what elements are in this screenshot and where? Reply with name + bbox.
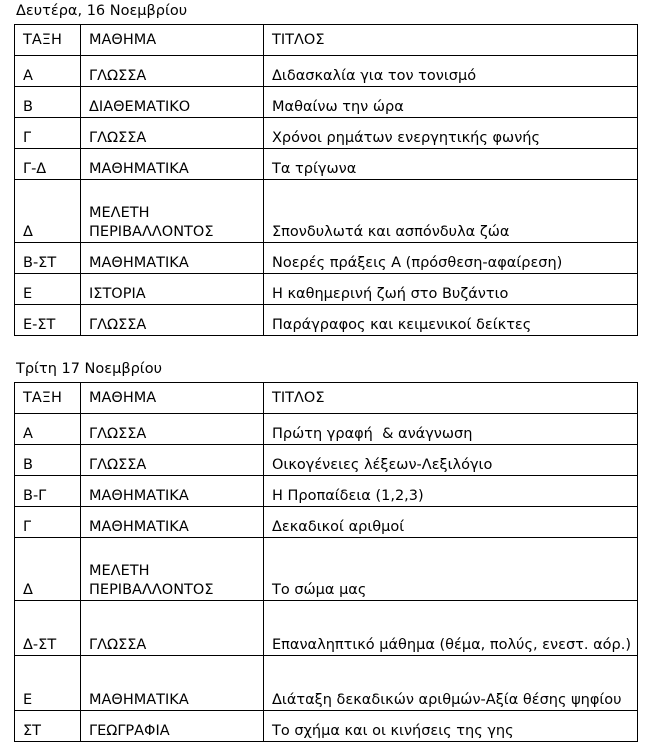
cell-class: Β — [15, 445, 81, 476]
table-row — [15, 601, 638, 656]
section-spacer — [0, 336, 647, 358]
cell-class: Α — [15, 414, 81, 445]
table-header-row — [15, 383, 638, 414]
cell-subject: ΓΛΩΣΣΑ — [81, 118, 264, 149]
cell-title: Πρώτη γραφή & ανάγνωση — [264, 414, 638, 445]
table-row — [15, 445, 638, 476]
cell-title: Η καθημερινή ζωή στο Βυζάντιο — [264, 274, 638, 305]
table-body-monday — [15, 25, 638, 336]
cell-class: Β — [15, 87, 81, 118]
table-body-tuesday — [15, 383, 638, 742]
cell-subject: ΜΕΛΕΤΗ ΠΕΡΙΒΑΛΛΟΝΤΟΣ — [81, 180, 264, 243]
column-header-subject: ΜΑΘΗΜΑ — [81, 383, 264, 414]
cell-title: Το σχήμα και οι κινήσεις της γης — [264, 711, 638, 742]
lesson-table-monday — [14, 24, 638, 336]
cell-class: Γ — [15, 507, 81, 538]
cell-class: Β-ΣΤ — [15, 243, 81, 274]
day-block-tuesday — [0, 358, 647, 742]
cell-title: Μαθαίνω την ώρα — [264, 87, 638, 118]
table-row — [15, 87, 638, 118]
cell-title: Σπονδυλωτά και ασπόνδυλα ζώα — [264, 180, 638, 243]
cell-class: Δ — [15, 538, 81, 601]
column-header-class: ΤΑΞΗ — [15, 25, 81, 56]
cell-class: ΣΤ — [15, 711, 81, 742]
day-heading-monday: Δευτέρα, 16 Νοεμβρίου — [16, 3, 188, 19]
cell-title: Η Προπαίδεια (1,2,3) — [264, 476, 638, 507]
cell-title: Δεκαδικοί αριθμοί — [264, 507, 638, 538]
cell-class: Γ — [15, 118, 81, 149]
cell-title: Χρόνοι ρημάτων ενεργητικής φωνής — [264, 118, 638, 149]
table-row — [15, 507, 638, 538]
table-row — [15, 180, 638, 243]
column-header-title: ΤΙΤΛΟΣ — [264, 383, 638, 414]
column-header-subject: ΜΑΘΗΜΑ — [81, 25, 264, 56]
table-header-row — [15, 25, 638, 56]
cell-title: Επαναληπτικό μάθημα (θέμα, πολύς, ενεστ. αόρ.) — [264, 601, 638, 656]
day-heading-tuesday: Τρίτη 17 Νοεμβρίου — [16, 361, 162, 377]
table-row — [15, 149, 638, 180]
cell-subject: ΜΑΘΗΜΑΤΙΚΑ — [81, 476, 264, 507]
cell-subject: ΜΑΘΗΜΑΤΙΚΑ — [81, 149, 264, 180]
table-row — [15, 656, 638, 711]
cell-subject: ΓΛΩΣΣΑ — [81, 445, 264, 476]
lesson-table-tuesday — [14, 382, 638, 742]
table-row — [15, 711, 638, 742]
cell-class: Δ-ΣΤ — [15, 601, 81, 656]
cell-class: Ε — [15, 656, 81, 711]
table-row — [15, 56, 638, 87]
cell-title: Διάταξη δεκαδικών αριθμών-Αξία θέσης ψηφίου — [264, 656, 638, 711]
cell-class: Ε — [15, 274, 81, 305]
cell-subject: ΓΛΩΣΣΑ — [81, 56, 264, 87]
cell-subject: ΓΕΩΓΡΑΦΙΑ — [81, 711, 264, 742]
cell-class: Β-Γ — [15, 476, 81, 507]
table-row — [15, 538, 638, 601]
table-row — [15, 305, 638, 336]
table-row — [15, 118, 638, 149]
cell-subject: ΓΛΩΣΣΑ — [81, 601, 264, 656]
cell-subject: ΔΙΑΘΕΜΑΤΙΚΟ — [81, 87, 264, 118]
cell-subject: ΙΣΤΟΡΙΑ — [81, 274, 264, 305]
cell-subject: ΜΑΘΗΜΑΤΙΚΑ — [81, 507, 264, 538]
day-block-monday — [0, 0, 647, 336]
cell-class: Δ — [15, 180, 81, 243]
cell-class: Α — [15, 56, 81, 87]
cell-subject: ΜΑΘΗΜΑΤΙΚΑ — [81, 243, 264, 274]
cell-title: Παράγραφος και κειμενικοί δείκτες — [264, 305, 638, 336]
table-row — [15, 243, 638, 274]
table-row — [15, 414, 638, 445]
cell-class: Γ-Δ — [15, 149, 81, 180]
cell-title: Τα τρίγωνα — [264, 149, 638, 180]
column-header-class: ΤΑΞΗ — [15, 383, 81, 414]
cell-class: Ε-ΣΤ — [15, 305, 81, 336]
cell-title: Διδασκαλία για τον τονισμό — [264, 56, 638, 87]
cell-title: Νοερές πράξεις Α (πρόσθεση-αφαίρεση) — [264, 243, 638, 274]
column-header-title: ΤΙΤΛΟΣ — [264, 25, 638, 56]
cell-subject: ΓΛΩΣΣΑ — [81, 305, 264, 336]
cell-subject: ΜΑΘΗΜΑΤΙΚΑ — [81, 656, 264, 711]
cell-title: Το σώμα μας — [264, 538, 638, 601]
table-row — [15, 476, 638, 507]
cell-subject: ΜΕΛΕΤΗ ΠΕΡΙΒΑΛΛΟΝΤΟΣ — [81, 538, 264, 601]
cell-subject: ΓΛΩΣΣΑ — [81, 414, 264, 445]
table-row — [15, 274, 638, 305]
cell-title: Οικογένειες λέξεων-Λεξιλόγιο — [264, 445, 638, 476]
